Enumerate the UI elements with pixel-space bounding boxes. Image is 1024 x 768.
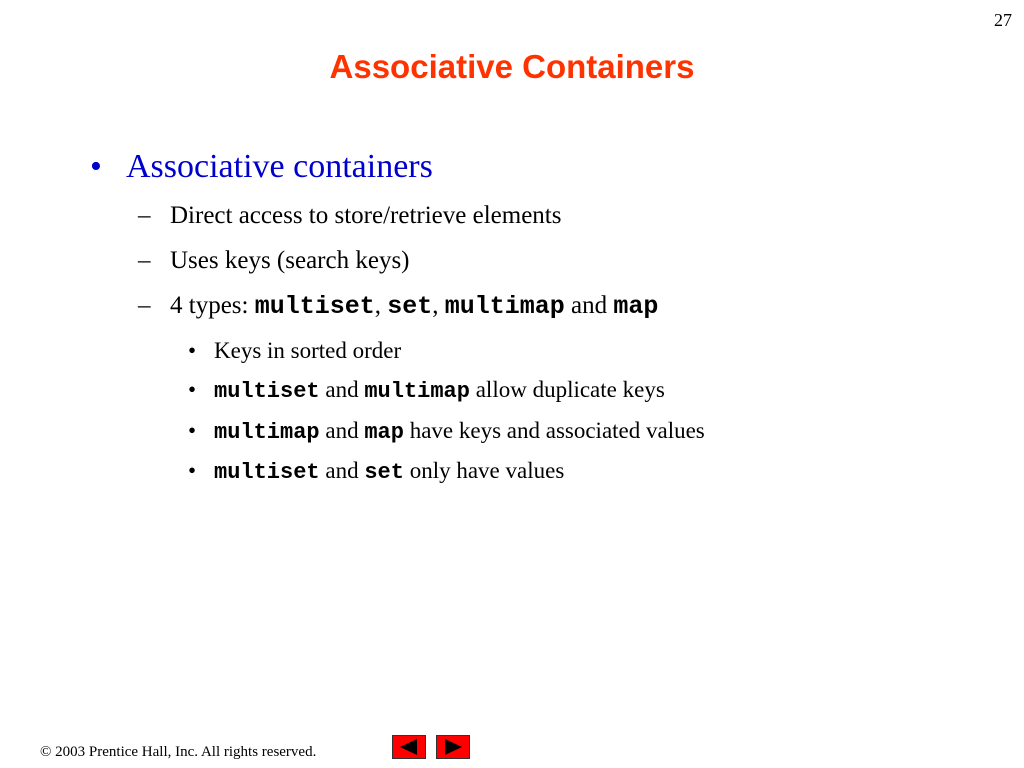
- code-term: set: [364, 460, 404, 485]
- dot-icon: •: [188, 418, 197, 443]
- separator: ,: [432, 292, 445, 319]
- detail-duplicate-keys: [188, 377, 665, 404]
- conjunction: and: [319, 458, 365, 483]
- detail-associated-values: [188, 418, 705, 445]
- sub-item-uses-keys: [138, 247, 410, 275]
- dot-icon: •: [188, 377, 197, 402]
- detail-text: have keys and associated values: [403, 418, 705, 443]
- code-term: map: [364, 420, 404, 445]
- detail-text: only have values: [403, 458, 565, 483]
- sub-item-text: Direct access to store/retrieve elements: [170, 202, 562, 229]
- conjunction: and: [319, 418, 365, 443]
- code-term: multiset: [214, 460, 320, 485]
- detail-text: Keys in sorted order: [214, 338, 402, 363]
- code-term: multiset: [214, 379, 320, 404]
- dash-icon: –: [138, 202, 151, 229]
- type-multiset: multiset: [254, 292, 375, 321]
- sub-item-text: Uses keys (search keys): [170, 247, 410, 274]
- main-bullet-text: Associative containers: [126, 148, 433, 185]
- triangle-right-icon: [437, 736, 469, 758]
- previous-slide-button[interactable]: [392, 735, 426, 759]
- type-multimap: multimap: [444, 292, 565, 321]
- copyright-symbol: ©: [40, 744, 52, 760]
- detail-sorted-order: [188, 338, 401, 364]
- separator: ,: [374, 292, 388, 319]
- bullet-icon: •: [90, 148, 102, 185]
- page-number: 27: [994, 10, 1012, 30]
- triangle-left-icon: [393, 736, 425, 758]
- sub-item-types: [138, 292, 658, 321]
- dash-icon: –: [138, 292, 151, 319]
- next-slide-button[interactable]: [436, 735, 470, 759]
- conjunction: and: [564, 292, 614, 319]
- types-prefix: 4 types:: [170, 292, 255, 319]
- detail-only-values: [188, 458, 564, 485]
- type-set: set: [387, 292, 433, 321]
- code-term: multimap: [364, 379, 470, 404]
- dot-icon: •: [188, 458, 197, 483]
- detail-text: allow duplicate keys: [469, 377, 665, 402]
- dash-icon: –: [138, 247, 151, 274]
- sub-item-direct-access: [138, 202, 561, 230]
- slide-title: Associative Containers: [329, 48, 695, 85]
- main-bullet: [90, 148, 433, 186]
- conjunction: and: [319, 377, 365, 402]
- code-term: multimap: [214, 420, 320, 445]
- copyright-footer: [40, 744, 316, 761]
- type-map: map: [613, 292, 659, 321]
- dot-icon: •: [188, 338, 197, 363]
- copyright-text: 2003 Prentice Hall, Inc. All rights reserved.: [51, 744, 317, 760]
